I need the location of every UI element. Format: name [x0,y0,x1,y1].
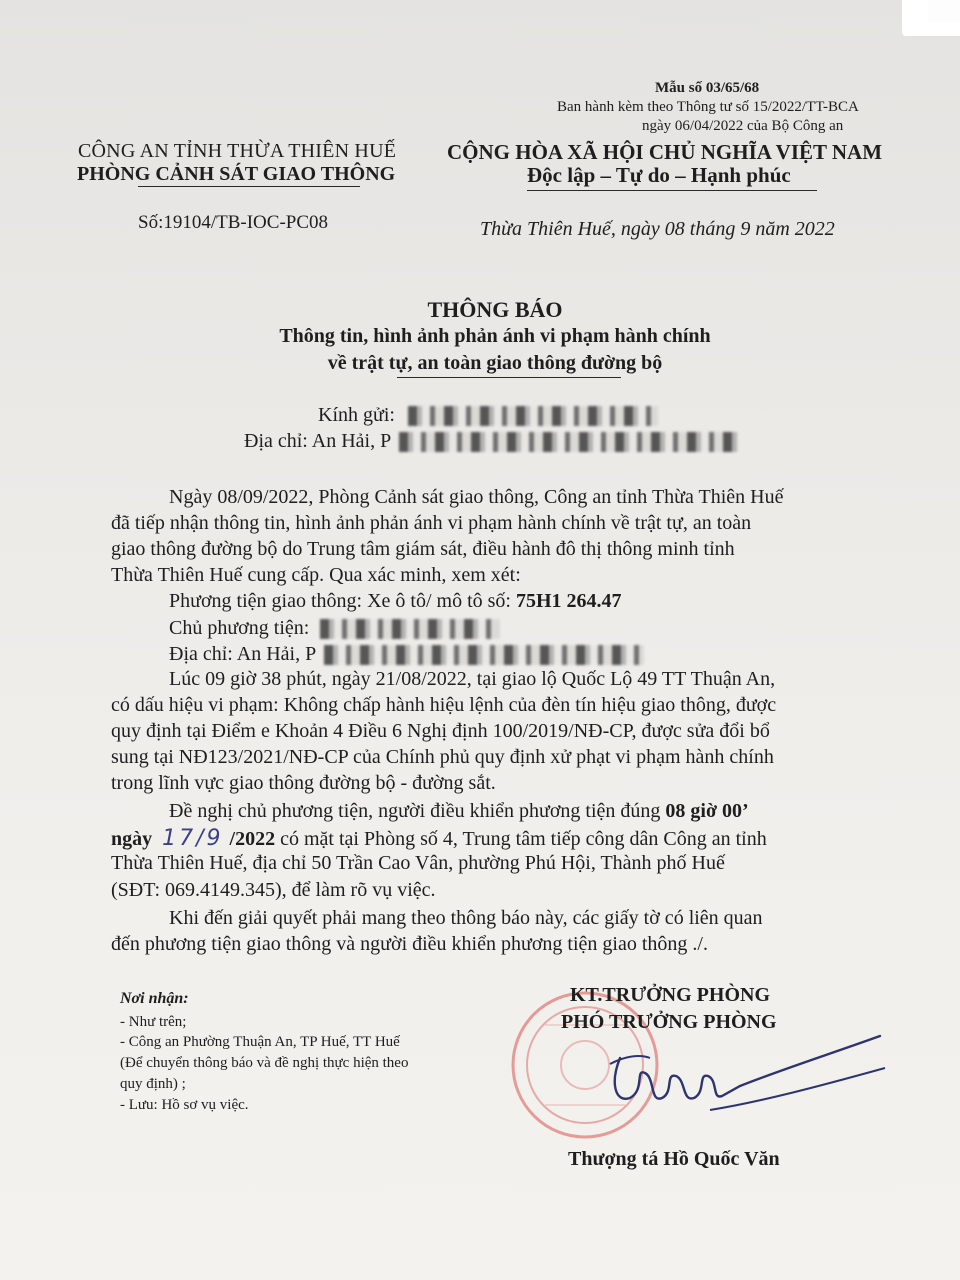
form-number: Mẫu số 03/65/68 [655,80,760,96]
redacted-recipient-address [399,432,739,452]
body-text: Khi đến giải quyết phải mang theo thông báo này, các giấy tờ có liên quan [169,907,763,929]
body-text: (SĐT: 069.4149.345), để làm rõ vụ việc. [111,879,436,901]
body-text: Thừa Thiên Huế, địa chỉ 50 Trần Cao Vân, phường Phú Hội, Thành phố Huế [111,852,725,874]
document-subtitle-line1: Thông tin, hình ảnh phản ánh vi phạm hành chính [279,325,711,347]
form-issued-line1: Ban hành kèm theo Thông tư số 15/2022/TT-BCA [557,99,859,115]
country-name: CỘNG HÒA XÃ HỘI CHỦ NGHĨA VIỆT NAM [447,140,883,164]
appointment-year: /2022 [229,828,276,850]
national-motto: Độc lập – Tự do – Hạnh phúc [527,163,791,187]
body-text: trong lĩnh vực giao thông đường bộ - đường sắt. [111,772,496,794]
form-issued-line2: ngày 06/04/2022 của Bộ Công an [642,118,844,134]
recipients-line: - Công an Phường Thuận An, TP Huế, TT Huế [120,1034,400,1050]
body-text: Thừa Thiên Huế cung cấp. Qua xác minh, xem xét: [111,564,521,586]
body-text: có mặt tại Phòng số 4, Trung tâm tiếp công dân Công an tỉnh [275,828,767,850]
body-text: quy định tại Điểm e Khoản 4 Điều 6 Nghị định 100/2019/NĐ-CP, được sửa đổi bổ [111,720,770,742]
body-text: giao thông đường bộ do Trung tâm giám sát, điều hành đô thị thông minh tỉnh [111,538,735,560]
handwritten-signature [590,1028,890,1123]
recipient-label: Kính gửi: [318,404,395,426]
recipients-line: quy định) ; [120,1076,186,1092]
body-text: sung tại NĐ123/2021/NĐ-CP của Chính phủ quy định xử phạt vi phạm hành chính [111,746,774,768]
document-title: THÔNG BÁO [427,297,563,322]
page-corner-background [928,0,960,22]
body-text: đến phương tiện giao thông và người điều khiển phương tiện giao thông ./. [111,933,708,955]
owner-address-label: Địa chỉ: An Hải, P [169,643,316,665]
signature-title-line2: PHÓ TRƯỞNG PHÒNG [561,1011,777,1033]
motto-underline [527,190,817,191]
appointment-day-label: ngày [111,828,153,850]
license-plate: 75H1 264.47 [515,590,622,612]
document-number: Số:19104/TB-IOC-PC08 [138,212,329,233]
recipients-line: (Để chuyển thông báo và đề nghị thực hiện theo [120,1055,409,1071]
body-text: có dấu hiệu vi phạm: Không chấp hành hiệu lệnh của đèn tín hiệu giao thông, được [111,694,777,716]
recipient-address-label: Địa chỉ: An Hải, P [244,430,391,452]
department-name: PHÒNG CẢNH SÁT GIAO THÔNG [77,163,396,185]
redacted-owner-address [324,645,644,665]
recipients-line: - Lưu: Hồ sơ vụ việc. [120,1097,249,1113]
vehicle-label: Phương tiện giao thông: Xe ô tô/ mô tô số: [169,590,516,612]
signature-title-line1: KT.TRƯỞNG PHÒNG [570,984,770,1006]
document-subtitle-line2: về trật tự, an toàn giao thông đường bộ [327,352,663,374]
agency-name: CÔNG AN TỈNH THỪA THIÊN HUẾ [78,140,397,162]
body-text: Ngày 08/09/2022, Phòng Cảnh sát giao thông, Công an tỉnh Thừa Thiên Huế [169,486,784,508]
signer-name: Thượng tá Hồ Quốc Văn [568,1148,780,1170]
owner-label: Chủ phương tiện: [169,617,310,639]
place-and-date: Thừa Thiên Huế, ngày 08 tháng 9 năm 2022 [480,218,835,240]
recipients-heading: Nơi nhận: [120,990,189,1007]
recipients-line: - Như trên; [120,1014,187,1030]
body-text: Đề nghị chủ phương tiện, người điều khiển phương tiện đúng [169,800,666,822]
appointment-time: 08 giờ 00’ [665,800,749,822]
handwritten-date: 17/9 [162,826,224,851]
body-text: đã tiếp nhận thông tin, hình ảnh phản ánh vi phạm hành chính về trật tự, an toàn [111,512,752,534]
department-underline [138,186,360,187]
redacted-owner-name [320,619,500,639]
title-underline [397,377,621,378]
body-text: Lúc 09 giờ 38 phút, ngày 21/08/2022, tại giao lộ Quốc Lộ 49 TT Thuận An, [169,668,776,690]
redacted-recipient-name [408,406,658,426]
